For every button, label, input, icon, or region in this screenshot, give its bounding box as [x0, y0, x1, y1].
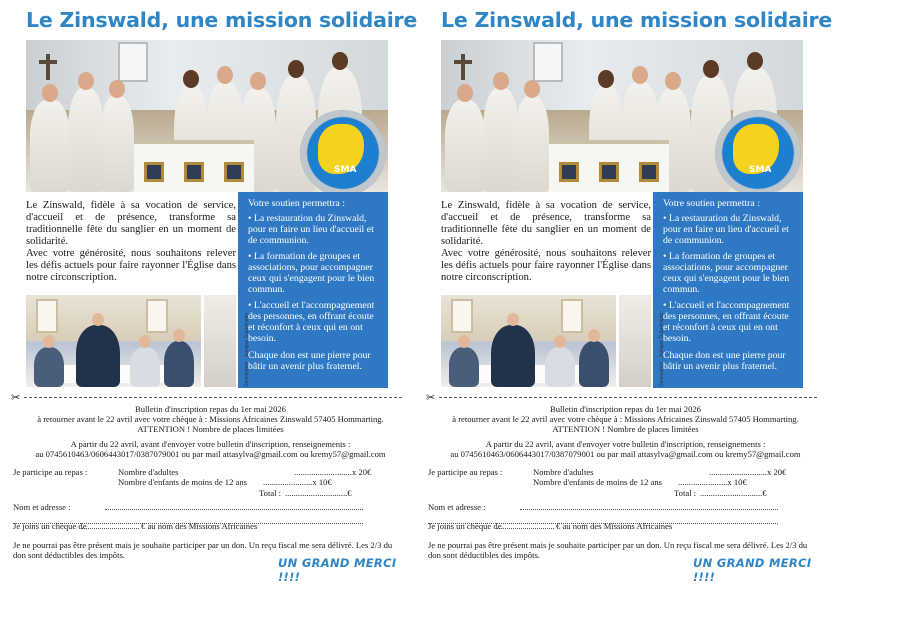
adults-label: Nombre d'adultes — [118, 467, 179, 477]
total-field[interactable]: .............................€ — [285, 488, 352, 498]
cheque-amount-field[interactable] — [81, 521, 139, 529]
scissors-icon: ✂ — [426, 392, 436, 404]
support-closing: Chaque don est une pierre pour bâtir un avenir plus fraternel. — [663, 350, 786, 372]
total-label: Total : — [674, 488, 697, 498]
cheque-label: Je joins un chèque de — [13, 521, 87, 531]
children-label: Nombre d'enfants de moins de 12 ans — [118, 477, 247, 487]
form-line: A partir du 22 avril, avant d'envoyer votre bulletin d'inscription, renseignements : — [70, 439, 351, 449]
form-line: ATTENTION ! Nombre de places limitées — [137, 424, 284, 434]
dining-photo-side — [204, 295, 236, 387]
crucifix-icon — [46, 54, 50, 80]
cheque-label: Je joins un chèque de — [428, 521, 502, 531]
form-line: ATTENTION ! Nombre de places limitées — [552, 424, 699, 434]
logo-text: SMA — [334, 165, 357, 175]
name-label: Nom et adresse : — [428, 502, 486, 512]
form-line: à retourner avant le 22 avril avec votre chèque à : Missions Africaines Zinswald 57405 Hommarting. — [37, 414, 384, 424]
body-text — [441, 200, 651, 284]
dining-photo — [26, 295, 201, 387]
donation-text: Je ne pourrai pas être présent mais je souhaite participer par un don. Un reçu fiscal me sera délivré. Les 2/3 du don sont déductibles des impôts. — [428, 540, 808, 560]
form-line: Bulletin d'inscription repas du 1er mai 2026 — [550, 404, 701, 414]
flyer-left — [8, 0, 418, 636]
adults-field[interactable]: ...........................x 20€ — [709, 467, 787, 477]
donation-text: Je ne pourrai pas être présent mais je souhaite participer par un don. Un reçu fiscal me sera délivré. Les 2/3 du don sont déductibles des impôts. — [13, 540, 393, 560]
logo-text: SMA — [749, 165, 772, 175]
support-bullet: • L'accueil et l'accompagnement des personnes, en offrant écoute et réconfort à ceux qui en ont besoin. — [663, 300, 790, 344]
body-paragraph: Avec votre générosité, nous souhaitons relever les défis actuels pour faire rayonner l'Église dans notre circonscription. — [26, 248, 236, 283]
dining-photo-side — [619, 295, 651, 387]
cheque-amount-field[interactable] — [496, 521, 554, 529]
support-box — [653, 192, 803, 388]
support-bullet: • La formation de groupes et associations, pour accompagner ceux qui s'engagent pour le bien commun. — [248, 251, 375, 295]
body-paragraph: Le Zinswald, fidèle à sa vocation de service, d'accueil et de présence, transforme sa traditionnelle fête du sanglier en un moment de solidarité. — [441, 200, 651, 247]
photo-credit: Conception : Janique Gubelmann — [244, 312, 250, 387]
total-field[interactable]: .............................€ — [700, 488, 767, 498]
form-line: à retourner avant le 22 avril avec votre chèque à : Missions Africaines Zinswald 57405 Hommarting. — [452, 414, 799, 424]
support-title: Votre soutien permettra : — [663, 198, 760, 209]
body-text — [26, 200, 236, 284]
cut-line — [24, 397, 402, 398]
dining-photo — [441, 295, 616, 387]
support-bullet: • La restauration du Zinswald, pour en faire un lieu d'accueil et de communion. — [248, 213, 374, 246]
support-box — [238, 192, 388, 388]
adults-field[interactable]: ...........................x 20€ — [294, 467, 372, 477]
participate-label: Je participe au repas : — [428, 467, 503, 477]
total-label: Total : — [259, 488, 282, 498]
cheque-rest: € au nom des Missions Africaines — [141, 521, 258, 531]
body-paragraph: Le Zinswald, fidèle à sa vocation de service, d'accueil et de présence, transforme sa traditionnelle fête du sanglier en un moment de solidarité. — [26, 200, 236, 247]
sma-logo — [715, 110, 801, 196]
flyer-right — [423, 0, 833, 636]
flyer-title: Le Zinswald, une mission solidaire — [26, 8, 418, 32]
children-field[interactable]: .......................x 10€ — [263, 477, 332, 487]
adults-label: Nombre d'adultes — [533, 467, 594, 477]
children-field[interactable]: .......................x 10€ — [678, 477, 747, 487]
support-bullet: • La restauration du Zinswald, pour en faire un lieu d'accueil et de communion. — [663, 213, 789, 246]
thanks-text: UN GRAND MERCI !!!! — [278, 556, 397, 584]
children-label: Nombre d'enfants de moins de 12 ans — [533, 477, 662, 487]
scissors-icon: ✂ — [11, 392, 21, 404]
thanks-text: UN GRAND MERCI !!!! — [693, 556, 812, 584]
flyer-title: Le Zinswald, une mission solidaire — [441, 8, 833, 32]
form-line: au 0745610463/0606443017/0387079001 ou par mail attasylva@gmail.com ou kremy57@gmail.com — [450, 449, 801, 459]
photo-credit: Conception : Janique Gubelmann — [659, 312, 665, 387]
support-bullet: • L'accueil et l'accompagnement des personnes, en offrant écoute et réconfort à ceux qui en ont besoin. — [248, 300, 375, 344]
form-line: Bulletin d'inscription repas du 1er mai 2026 — [135, 404, 286, 414]
sma-logo — [300, 110, 386, 196]
form-line: A partir du 22 avril, avant d'envoyer votre bulletin d'inscription, renseignements : — [485, 439, 766, 449]
support-closing: Chaque don est une pierre pour bâtir un avenir plus fraternel. — [248, 350, 371, 372]
crucifix-icon — [461, 54, 465, 80]
cheque-rest: € au nom des Missions Africaines — [556, 521, 673, 531]
support-title: Votre soutien permettra : — [248, 198, 345, 209]
cut-line — [439, 397, 817, 398]
form-line: au 0745610463/0606443017/0387079001 ou par mail attasylva@gmail.com ou kremy57@gmail.com — [35, 449, 386, 459]
participate-label: Je participe au repas : — [13, 467, 88, 477]
body-paragraph: Avec votre générosité, nous souhaitons relever les défis actuels pour faire rayonner l'Église dans notre circonscription. — [441, 248, 651, 283]
name-field[interactable] — [520, 502, 778, 510]
name-label: Nom et adresse : — [13, 502, 71, 512]
support-bullet: • La formation de groupes et associations, pour accompagner ceux qui s'engagent pour le bien commun. — [663, 251, 790, 295]
name-field[interactable] — [105, 502, 363, 510]
